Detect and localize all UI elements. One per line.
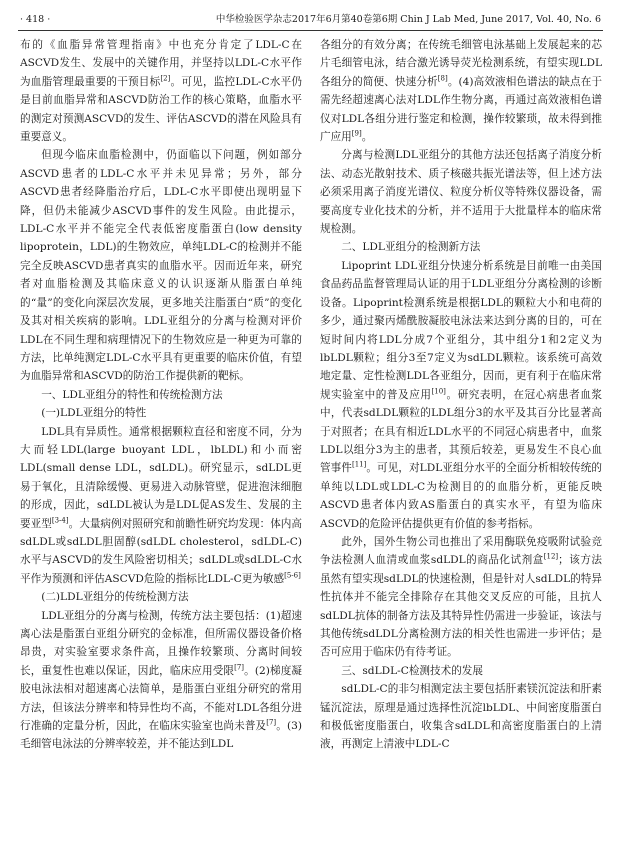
section-heading: 二、LDL亚组分的检测新方法 (341, 241, 481, 254)
subsection-heading: (一)LDL亚组分的特性 (41, 407, 147, 420)
paragraph: 但现今临床血脂检测中，仍面临以下问题，例如部分ASCVD患者的LDL-C水平并未见异常；另外，部分ASCVD患者经降脂治疗后，LDL-C水平即使出现明显下降，但仍未能减少ASCVD事件的发生风险。由此提示，LDL-C水平并不能完全代表低密度脂蛋白(low density lipoprotein，LDL)的生物效应，单纯LDL-C的检测并不能完全反映ASCVD患者真实的血脂水平。因而近年来，研究者对血脂检测及其临床意义的认识逐渐从脂蛋白单纯的“量”的变化向深层次发展，更多地关注脂蛋白“质”的变化及其对相关疾病的影响。LDL亚组分的分离与检测对评价LDL在不同生理和病理情况下的生物效应是一种更为可靠的方法，比单纯测定LDL-C水平具有更重要的临床价值，有望为血脂异常和ASCVD的防治工作提供新的靶标。 (20, 149, 302, 383)
paragraph: LDL亚组分的分离与检测，传统方法主要包括：(1)超速离心法是脂蛋白亚组分研究的金标准，但所需仪器设备价格昂贵，对实验室要求条件高，且操作较繁琐、分离时间较长，重复性也难以保证，因此，临床应用受限[7]。(2)梯度凝胶电泳法相对超速离心法简单，是脂蛋白亚组分研究的常用方法，但该法分辨率和特异性均不高，不能对LDL各组分进行准确的定量分析，因此，在临床实验室也尚未普及[7]。(3)毛细管电泳法的分辨率较差，并不能达到LDL (20, 609, 302, 751)
paragraph: 此外，国外生物公司也推出了采用酶联免疫吸附试验竞争法检测人血清或血浆sdLDL的商品化试剂盒[12]；该方法虽然有望实现sdLDL的快速检测，但是针对人sdLDL的特异性抗体并不能完全排除存在其他交叉反应的可能，且抗人sdLDL抗体的制备方法及其特异性仍需进一步验证，该法与其他传统sdLDL分离检测方法的相关性也需进一步评估；是否可应用于临床仍有待考证。 (320, 535, 602, 659)
paragraph: Lipoprint LDL亚组分快速分析系统是目前唯一由美国食品药品监督管理局认证的用于LDL亚组分分离检测的诊断设备。Lipoprint检测系统是根据LDL的颗粒大小和电荷的多少，通过聚丙烯酰胺凝胶电泳法来达到分离的目的，可在短时间内将LDL分成7个亚组分，其中组分1和2定义为lbLDL颗粒；组分3至7定义为sdLDL颗粒。该系统可高效地定量、定性检测LDL各亚组分，因而，更有利于在临床常规实验室中的普及应用[10]。研究表明，在冠心病患者血浆中，代表sdLDL颗粒的LDL组分3的水平及其百分比显著高于对照者；在具有相近LDL水平的不同冠心病患者中，血浆LDL以组分3为主的患者，其预后较差，更易发生不良心血管事件[11]。可见，对LDL亚组分水平的全面分析相较传统的单纯以LDL或LDL-C为检测目的的血脂分析，更能反映ASCVD患者体内致AS脂蛋白的真实水平，有望为临床ASCVD的危险评估提供更有价值的参考指标。 (320, 259, 602, 530)
right-column (320, 36, 602, 848)
page-header (18, 12, 603, 31)
subsection-heading: (二)LDL亚组分的传统检测方法 (41, 591, 189, 604)
paragraph: LDL具有异质性。通常根据颗粒直径和密度不同，分为大而轻LDL(large buoyant LDL，lbLDL)和小而密LDL(small dense LDL，sdLDL)。研究显示，sdLDL更易于氧化，且清除缓慢、更易进入动脉管壁，促进泡沫细胞的形成，因此，sdLDL被认为是LDL促AS发生、发展的主要亚型[3-4]。大量病例对照研究和前瞻性研究均发现：体内高sdLDL或sdLDL胆固醇(sdLDL cholesterol，sdLDL-C)水平与ASCVD的发生风险密切相关；sdLDL或sdLDL-C水平作为预测和评估ASCVD危险的指标比LDL-C更为敏感[5-6] (20, 425, 302, 585)
paragraph: 各组分的有效分离；在传统毛细管电泳基础上发展起来的芯片毛细管电泳，结合激光诱导荧光检测系统，有望实现LDL各组分的简便、快速分析[8]。(4)高效液相色谱法的缺点在于需先经超速离心法对LDL作生物分离，再通过高效液相色谱仪对LDL各组分进行鉴定和检测，操作较繁琐，故未得到推广应用[9]。 (320, 39, 602, 144)
section-heading: 三、sdLDL-C检测技术的发展 (341, 664, 483, 677)
paragraph: 分离与检测LDL亚组分的其他方法还包括离子消度分析法、动态光散射技术、质子核磁共振光谱法等，但上述方法必须采用离子消度光谱仪、粒度分析仪等特殊仪器设备，需要高度专业化技术的分析，并不适用于大批量样本的临床常规检测。 (320, 149, 602, 236)
left-column (20, 36, 302, 848)
section-heading: 一、LDL亚组分的特性和传统检测方法 (41, 388, 223, 401)
paragraph: sdLDL-C的非匀相测定法主要包括肝素镁沉淀法和肝素锰沉淀法，原理是通过选择性沉淀lbLDL、中间密度脂蛋白和极低密度脂蛋白，收集含sdLDL和高密度脂蛋白的上清液，再测定上清液中LDL-C (320, 683, 602, 751)
page-number: · 418 · (20, 14, 51, 25)
paragraph: 布的《血脂异常管理指南》中也充分肯定了LDL-C在ASCVD发生、发展中的关键作用，并坚持以LDL-C水平作为血脂管理最重要的干预目标[2]。可见，监控LDL-C水平仍是目前血脂异常和ASCVD防治工作的核心策略，血脂水平的测定对预测ASCVD的发生、评估ASCVD的潜在风险具有重要意义。 (20, 39, 302, 144)
journal-citation: 中华检验医学杂志2017年6月第40卷第6期 Chin J Lab Med, June 2017, Vol. 40, No. 6 (215, 14, 601, 25)
